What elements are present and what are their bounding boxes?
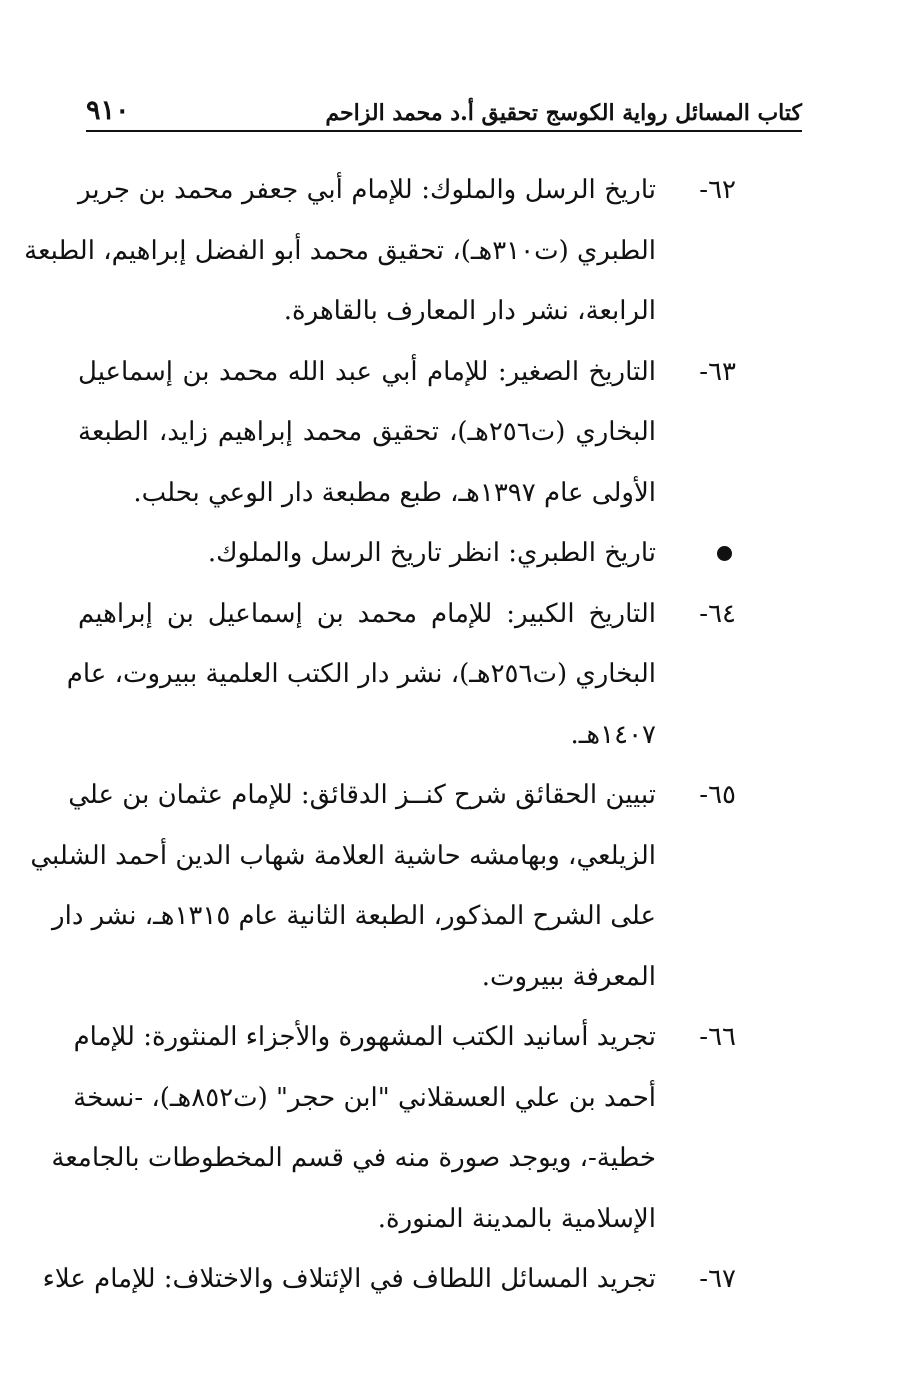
entry-number: ٦٦- [699, 1022, 736, 1052]
bullet-icon [717, 546, 732, 561]
entry-text-line: الأولى عام ١٣٩٧هـ، طبع مطبعة دار الوعي بحلب. [133, 477, 656, 508]
entry-text-line: ١٤٠٧هـ. [570, 719, 656, 750]
bibliography-entry [30, 765, 736, 1007]
entry-text-line: خطية-، ويوجد صورة منه في قسم المخطوطات بالجامعة [51, 1143, 656, 1173]
entry-text-line: البخاري (ت٢٥٦هـ)، نشر دار الكتب العلمية ببيروت، عام [66, 659, 656, 689]
page-header [86, 92, 802, 132]
bibliography-entry [66, 584, 736, 766]
entry-text-line: الرابعة، نشر دار المعارف بالقاهرة. [283, 296, 656, 326]
running-title: كتاب المسائل رواية الكوسج تحقيق أ.د محمد الزاحم [325, 100, 802, 126]
entry-number: ٦٤- [699, 598, 736, 629]
entry-text-line: على الشرح المذكور، الطبعة الثانية عام ١٣١٥هـ، نشر دار [52, 901, 656, 931]
bibliography-list [24, 160, 736, 1310]
bibliography-entry [24, 160, 736, 342]
cross-reference-item [78, 523, 736, 584]
entry-text-line: تاريخ الطبري: انظر تاريخ الرسل والملوك. [207, 538, 656, 568]
entry-text-line: الطبري (ت٣١٠هـ)، تحقيق محمد أبو الفضل إبراهيم، الطبعة [24, 235, 656, 266]
entry-text-line: الإسلامية بالمدينة المنورة. [377, 1203, 656, 1234]
entry-text-line: الزيلعي، وبهامشه حاشية العلامة شهاب الدين أحمد الشلبي [30, 840, 656, 871]
entry-text-line: تاريخ الرسل والملوك: للإمام أبي جعفر محمد بن جرير [78, 175, 656, 205]
entry-text-line: تبيين الحقائق شرح كنــز الدقائق: للإمام عثمان بن علي [68, 780, 656, 810]
entry-text-line: أحمد بن علي العسقلاني "ابن حجر" (ت٨٥٢هـ)، -نسخة [73, 1082, 656, 1113]
entry-number: ٦٧- [699, 1264, 736, 1294]
entry-number: ٦٢- [699, 175, 736, 205]
entry-number: ٦٥- [699, 780, 736, 810]
entry-number: ٦٣- [699, 356, 736, 387]
bibliography-entry [42, 1249, 736, 1310]
bibliography-entry [78, 342, 736, 524]
entry-text-line: التاريخ الكبير: للإمام محمد بن إسماعيل بن إبراهيم [78, 598, 656, 629]
entry-text-line: البخاري (ت٢٥٦هـ)، تحقيق محمد إبراهيم زايد، الطبعة [78, 417, 656, 447]
entry-text-line: تجريد أسانيد الكتب المشهورة والأجزاء المنثورة: للإمام [73, 1022, 656, 1052]
bibliography-entry [51, 1007, 736, 1249]
entry-text-line: المعرفة ببيروت. [481, 961, 656, 992]
entry-text-line: التاريخ الصغير: للإمام أبي عبد الله محمد بن إسماعيل [78, 356, 656, 387]
entry-text-line: تجريد المسائل اللطاف في الإئتلاف والاختلاف: للإمام علاء [42, 1264, 656, 1294]
page-number: ٩١٠ [86, 95, 130, 126]
